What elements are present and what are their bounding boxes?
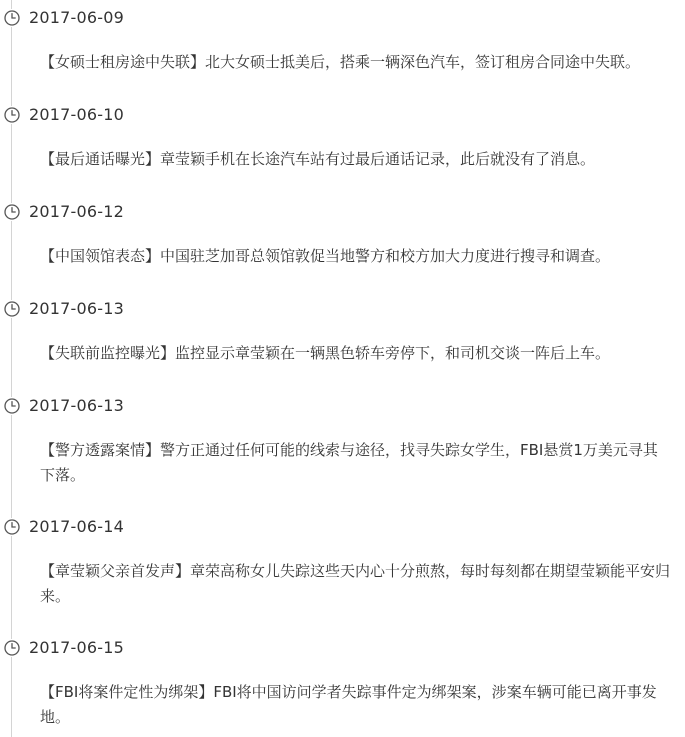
timeline-event-text: 【中国领馆表态】中国驻芝加哥总领馆敦促当地警方和校方加大力度进行搜寻和调查。	[40, 247, 611, 265]
timeline-date-row	[0, 297, 685, 321]
timeline-event-text: 【FBI将案件定性为绑架】FBI将中国访问学者失踪事件定为绑架案，涉案车辆可能已离开事发地。	[40, 683, 657, 726]
timeline-date-row	[0, 515, 685, 539]
clock-icon	[3, 397, 21, 415]
timeline-date-row	[0, 394, 685, 418]
clock-icon	[3, 203, 21, 221]
timeline-event-text: 【最后通话曝光】章莹颖手机在长途汽车站有过最后通话记录，此后就没有了消息。	[40, 150, 596, 168]
timeline-event-text: 【章莹颖父亲首发声】章荣高称女儿失踪这些天内心十分煎熬，每时每刻都在期望莹颖能平安归来。	[40, 562, 671, 605]
timeline-date: 2017-06-12	[29, 202, 124, 221]
clock-icon	[3, 300, 21, 318]
timeline-date: 2017-06-09	[29, 8, 124, 27]
clock-icon	[3, 518, 21, 536]
timeline-date-row	[0, 636, 685, 660]
timeline-event-text: 【警方透露案情】警方正通过任何可能的线索与途径，找寻失踪女学生，FBI悬赏1万美元寻其下落。	[40, 441, 658, 484]
timeline-date: 2017-06-15	[29, 638, 124, 657]
timeline-date-row	[0, 103, 685, 127]
clock-icon	[3, 639, 21, 657]
timeline-date: 2017-06-14	[29, 517, 124, 536]
timeline-event-text: 【失联前监控曝光】监控显示章莹颖在一辆黑色轿车旁停下，和司机交谈一阵后上车。	[40, 344, 611, 362]
timeline-date: 2017-06-13	[29, 396, 124, 415]
timeline-date: 2017-06-13	[29, 299, 124, 318]
timeline-date-row	[0, 200, 685, 224]
timeline-date: 2017-06-10	[29, 105, 124, 124]
timeline-date-row	[0, 6, 685, 30]
timeline-event-text: 【女硕士租房途中失联】北大女硕士抵美后，搭乘一辆深色汽车，签订租房合同途中失联。	[40, 53, 641, 71]
clock-icon	[3, 106, 21, 124]
clock-icon	[3, 9, 21, 27]
